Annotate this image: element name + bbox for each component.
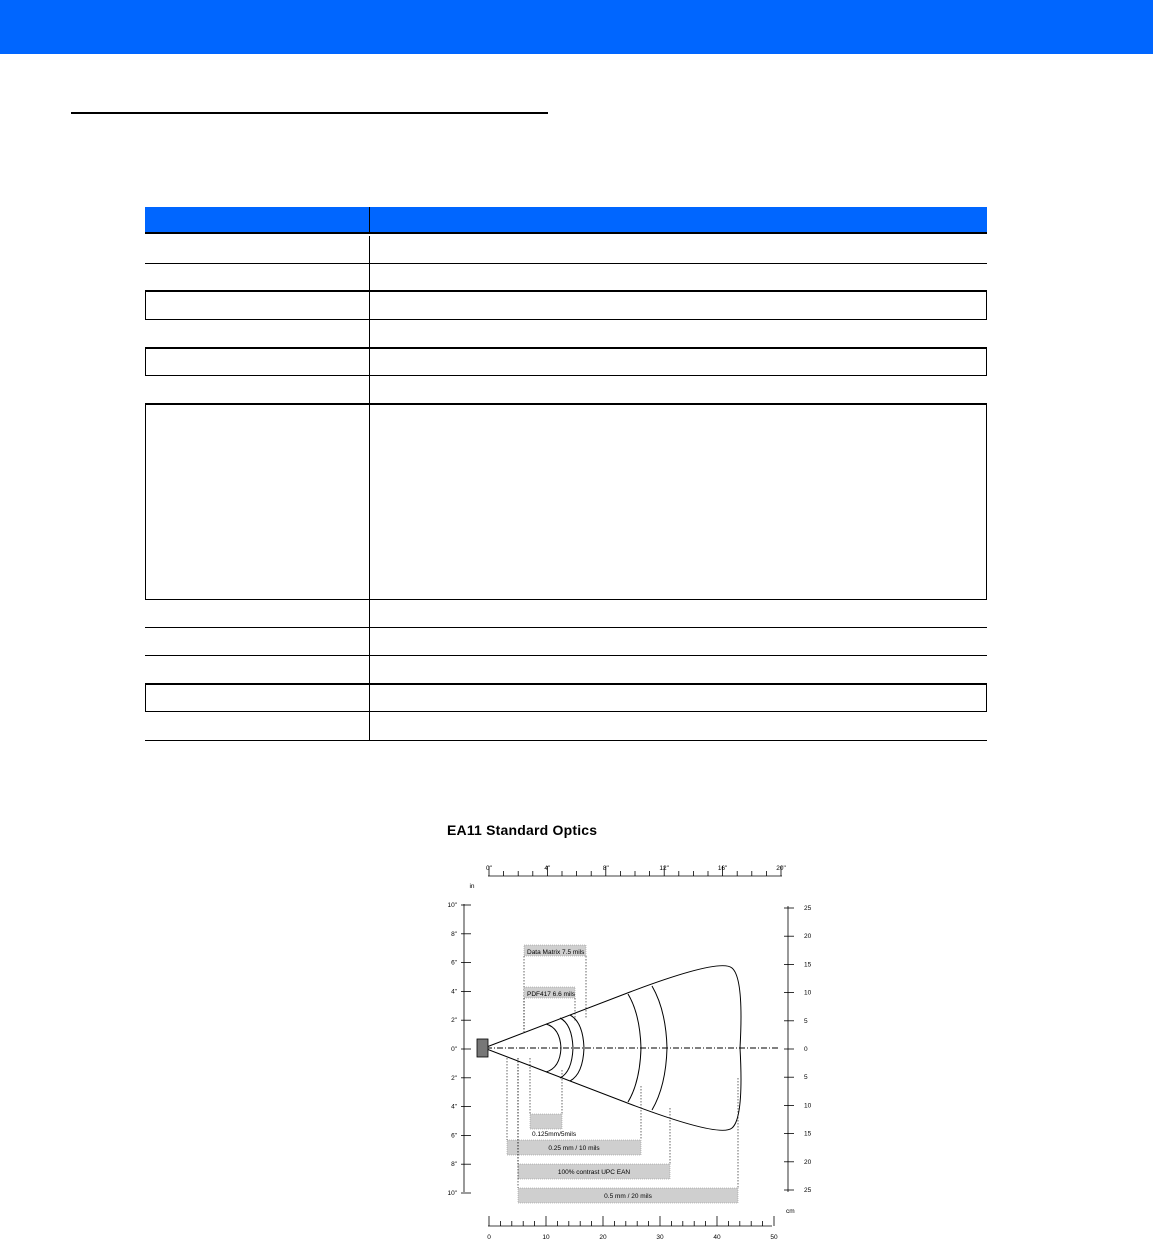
table-row: [145, 684, 987, 712]
table-row: [145, 600, 987, 628]
left-tick-label: 10": [447, 1190, 457, 1197]
left-tick-label: 6": [451, 959, 457, 967]
top-tick-label: 4": [544, 865, 551, 872]
table-row: [145, 291, 987, 320]
table-row: [145, 348, 987, 376]
right-tick-label: 10: [804, 989, 812, 997]
header-banner: [0, 0, 1153, 54]
axes-group: [447, 865, 811, 1241]
right-tick-label: 20: [804, 933, 812, 941]
right-tick-label: 25: [804, 905, 812, 912]
table-row: [145, 320, 987, 348]
optics-figure: [440, 818, 812, 1248]
range-bar: [524, 987, 576, 1030]
top-tick-label: 20": [776, 865, 786, 872]
left-tick-label: 10": [447, 902, 457, 909]
range-bar-label: 0.125mm/5mils: [532, 1131, 577, 1138]
unit-cm-label: cm: [786, 1208, 795, 1215]
right-tick-label: 10: [804, 1102, 812, 1110]
left-tick-label: 0": [451, 1046, 457, 1053]
left-tick-label: 8": [451, 930, 457, 938]
right-tick-label: 15: [804, 961, 812, 969]
left-tick-label: 8": [451, 1161, 457, 1169]
right-tick-label: 5: [804, 1017, 808, 1025]
range-bar-label: Data Matrix 7.5 mils: [527, 949, 585, 956]
right-tick-label: 0: [804, 1046, 808, 1053]
bars-group: [507, 945, 738, 1203]
bottom-tick-label: 50: [770, 1234, 778, 1241]
table-row: [145, 236, 987, 264]
range-bar: [507, 1058, 641, 1155]
left-tick-label: 6": [451, 1132, 457, 1140]
range-bar-label: 0.5 mm / 20 mils: [604, 1193, 652, 1200]
table-row: [145, 404, 987, 600]
right-tick-label: 5: [804, 1074, 808, 1082]
right-tick-label: 25: [804, 1187, 812, 1194]
bottom-tick-label: 40: [713, 1234, 721, 1241]
right-tick-label: 20: [804, 1158, 812, 1166]
top-tick-label: 0": [486, 865, 492, 872]
left-tick-label: 2": [451, 1017, 457, 1025]
table-row: [145, 376, 987, 404]
bottom-tick-label: 30: [656, 1234, 664, 1241]
left-tick-label: 4": [451, 988, 457, 996]
range-bar-label: 0.25 mm / 10 mils: [548, 1145, 600, 1152]
table-header-row: [145, 207, 987, 234]
bottom-tick-label: 0: [487, 1234, 491, 1241]
left-tick-label: 2": [451, 1074, 457, 1082]
top-tick-label: 16": [717, 865, 728, 872]
right-tick-label: 15: [804, 1130, 812, 1138]
top-tick-label: 8": [602, 865, 609, 872]
bottom-tick-label: 20: [599, 1234, 607, 1241]
optics-diagram: [440, 818, 812, 1248]
range-bar-rect: [530, 1114, 562, 1129]
range-bar-label: PDF417 6.6 mils: [527, 991, 576, 998]
range-bar: [530, 1058, 577, 1138]
bottom-tick-label: 10: [542, 1234, 550, 1241]
table-row: [145, 628, 987, 656]
unit-in-label: in: [469, 883, 475, 890]
table-row: [145, 712, 987, 741]
scanner-icon: [477, 1039, 488, 1057]
beam-group: [477, 966, 778, 1131]
figure-title: EA11 Standard Optics: [447, 822, 598, 838]
range-bar-label: 100% contrast UPC EAN: [557, 1169, 631, 1176]
section-rule: [71, 112, 548, 114]
table-row: [145, 656, 987, 684]
left-tick-label: 4": [451, 1103, 457, 1111]
table-row: [145, 264, 987, 291]
top-tick-label: 12": [659, 865, 669, 872]
